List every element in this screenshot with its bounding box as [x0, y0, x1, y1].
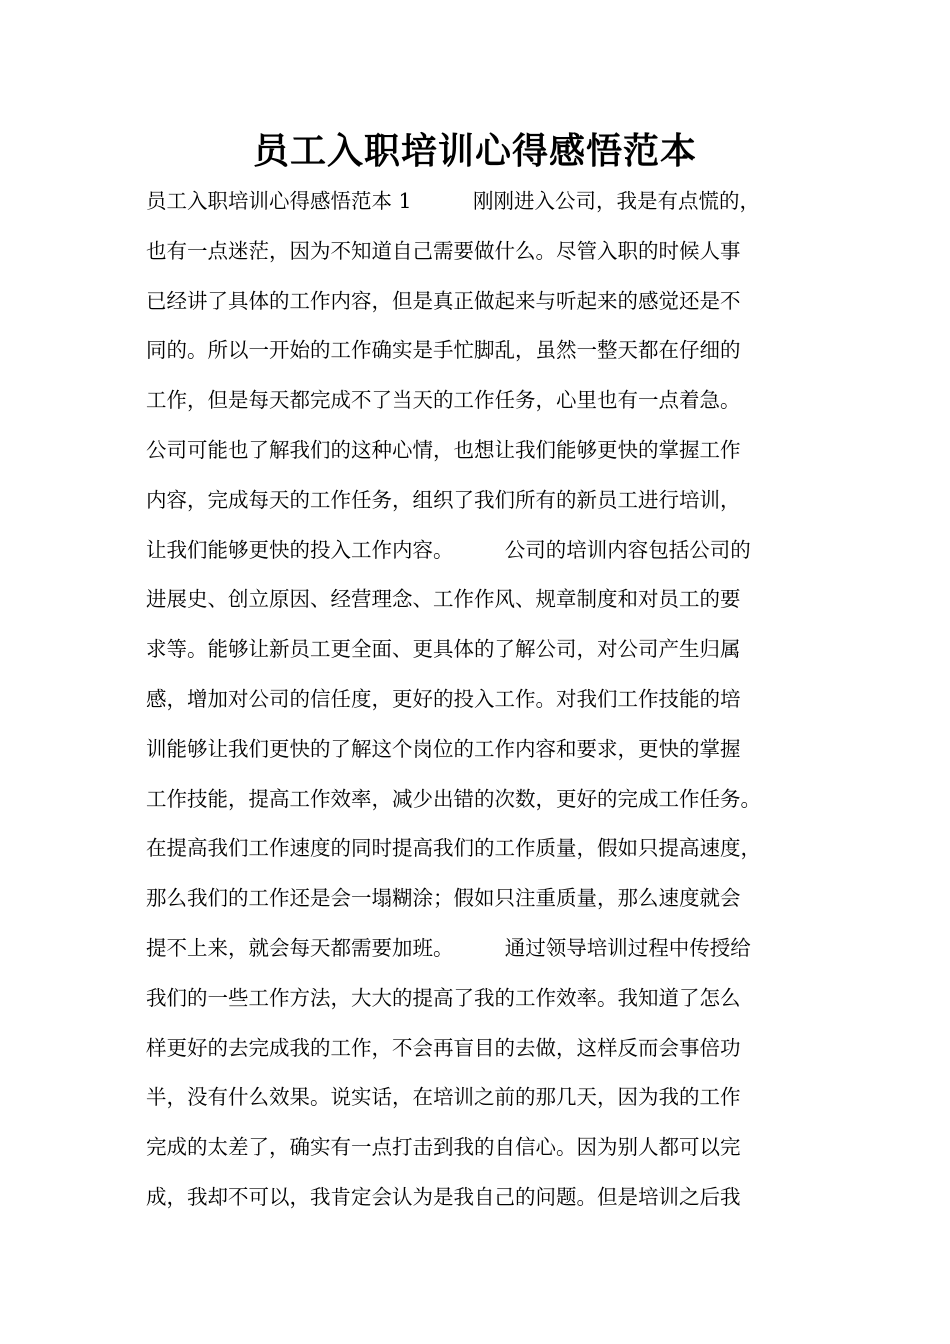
body-line: 提不上来，就会每天都需要加班。 通过领导培训过程中传授给 — [146, 935, 751, 960]
document-body — [146, 177, 826, 1223]
body-line: 让我们能够更快的投入工作内容。 公司的培训内容包括公司的 — [146, 537, 751, 562]
body-line: 同的。所以一开始的工作确实是手忙脚乱，虽然一整天都在仔细的 — [146, 338, 741, 363]
body-line: 工作技能，提高工作效率，减少出错的次数，更好的完成工作任务。 — [146, 786, 761, 811]
body-line: 在提高我们工作速度的同时提高我们的工作质量，假如只提高速度， — [146, 836, 761, 861]
body-line: 员工入职培训心得感悟范本 1 刚刚进入公司，我是有点慌的， — [146, 189, 761, 213]
body-line: 公司可能也了解我们的这种心情，也想让我们能够更快的掌握工作 — [146, 437, 741, 462]
body-line: 半，没有什么效果。说实话，在培训之前的那几天，因为我的工作 — [146, 1085, 741, 1110]
body-line: 完成的太差了，确实有一点打击到我的自信心。因为别人都可以完 — [146, 1135, 741, 1160]
body-line: 感，增加对公司的信任度，更好的投入工作。对我们工作技能的培 — [146, 686, 741, 711]
body-line: 也有一点迷茫，因为不知道自己需要做什么。尽管入职的时候人事 — [146, 238, 741, 263]
document-title: 员工入职培训心得感悟范本 — [252, 131, 697, 172]
body-line: 成，我却不可以，我肯定会认为是我自己的问题。但是培训之后我 — [146, 1184, 741, 1209]
body-line: 我们的一些工作方法，大大的提高了我的工作效率。我知道了怎么 — [146, 985, 741, 1010]
body-line: 那么我们的工作还是会一塌糊涂；假如只注重质量，那么速度就会 — [146, 886, 741, 911]
body-line: 求等。能够让新员工更全面、更具体的了解公司，对公司产生归属 — [146, 637, 741, 662]
body-line: 进展史、创立原因、经营理念、工作作风、规章制度和对员工的要 — [146, 587, 741, 612]
body-line: 内容，完成每天的工作任务，组织了我们所有的新员工进行培训， — [146, 487, 741, 512]
body-line: 已经讲了具体的工作内容，但是真正做起来与听起来的感觉还是不 — [146, 288, 741, 313]
body-line: 样更好的去完成我的工作，不会再盲目的去做，这样反而会事倍功 — [146, 1035, 741, 1060]
body-line: 工作，但是每天都完成不了当天的工作任务，心里也有一点着急。 — [146, 388, 741, 413]
body-line: 训能够让我们更快的了解这个岗位的工作内容和要求，更快的掌握 — [146, 736, 741, 761]
